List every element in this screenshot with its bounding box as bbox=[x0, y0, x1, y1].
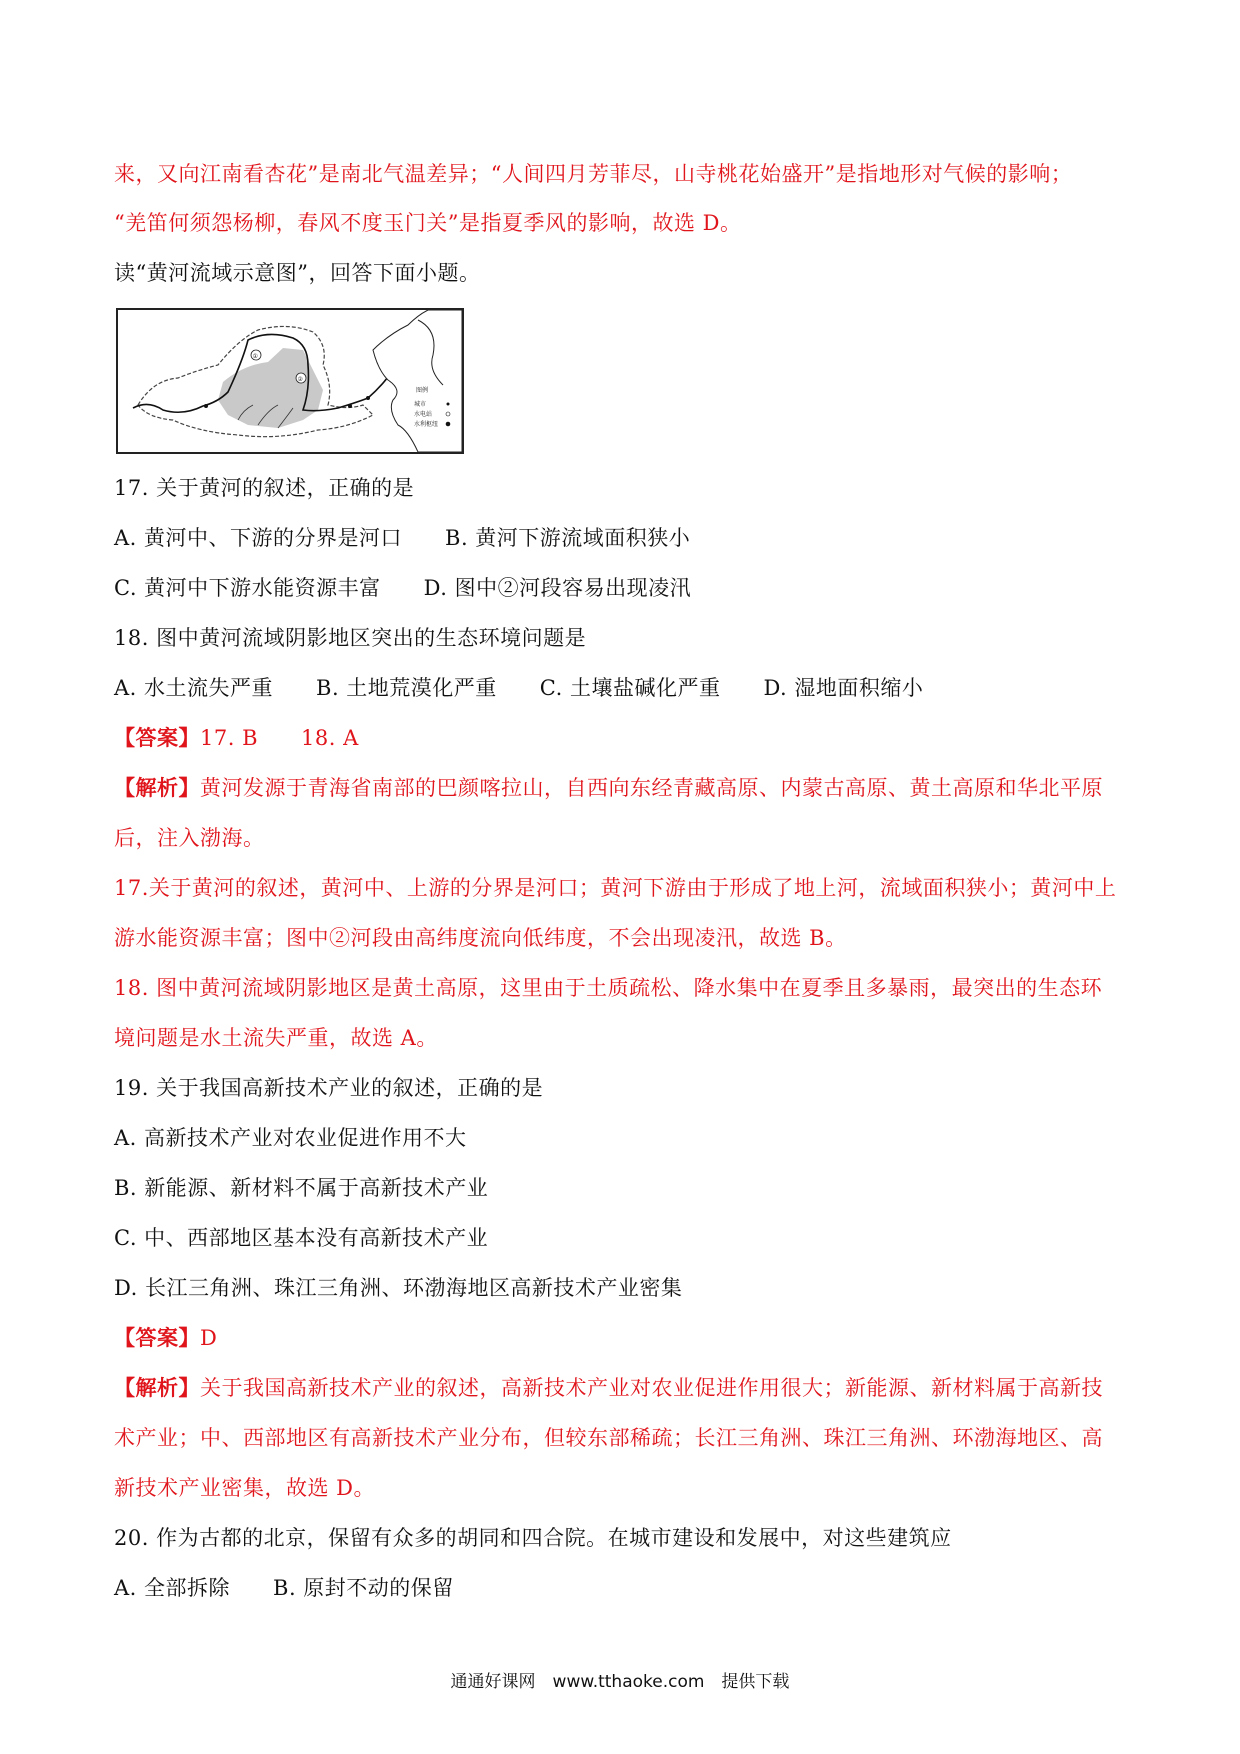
explanation-text: 黄河发源于青海省南部的巴颜喀拉山，自西向东经青藏高原、内蒙古高原、黄土高原和华北平原 bbox=[200, 776, 1103, 800]
explanation-17: 游水能资源丰富；图中②河段由高纬度流向低纬度，不会出现凌汛，故选 B。 bbox=[114, 926, 847, 950]
question-20-options: A. 全部拆除 B. 原封不动的保留 bbox=[114, 1576, 454, 1600]
question-17: 17. 关于黄河的叙述，正确的是 bbox=[114, 476, 415, 500]
answer-label: 【答案】 bbox=[114, 725, 200, 750]
map-label-1: ① bbox=[252, 353, 258, 360]
page-footer: 通通好课网 www.tthaoke.com 提供下载 bbox=[450, 1672, 790, 1692]
question-19-option-b: B. 新能源、新材料不属于高新技术产业 bbox=[114, 1176, 489, 1200]
explanation-text: 关于我国高新技术产业的叙述，高新技术产业对农业促进作用很大；新能源、新材料属于高新技 bbox=[200, 1376, 1103, 1400]
question-17-options-cd: C. 黄河中下游水能资源丰富 D. 图中②河段容易出现凌汛 bbox=[114, 576, 692, 600]
legend-dam-icon bbox=[446, 422, 450, 426]
text-line: 来，又向江南看杏花”是南北气温差异；“人间四月芳菲尽，山寺桃花始盛开”是指地形对气候的影响； bbox=[114, 162, 1073, 186]
legend-hydro: 水电站 bbox=[414, 411, 433, 418]
explanation-label: 【解析】 bbox=[114, 775, 200, 800]
question-18: 18. 图中黄河流域阴影地区突出的生态环境问题是 bbox=[114, 626, 587, 650]
question-19-option-a: A. 高新技术产业对农业促进作用不大 bbox=[114, 1126, 467, 1150]
answer-value: D bbox=[200, 1326, 218, 1350]
question-18-options: A. 水土流失严重 B. 土地荒漠化严重 C. 土壤盐碱化严重 D. 湿地面积缩小 bbox=[114, 676, 924, 700]
explanation-19: 术产业；中、西部地区有高新技术产业分布，但较东部稀疏；长江三角洲、珠江三角洲、环渤海地区、高 bbox=[114, 1426, 1103, 1450]
answer-value: 17. B 18. A bbox=[200, 726, 359, 750]
yellow-river-basin-map bbox=[116, 308, 464, 454]
map-label-2: ② bbox=[297, 376, 303, 383]
city-marker bbox=[366, 396, 370, 400]
legend-city-icon bbox=[447, 403, 450, 406]
coastline bbox=[373, 310, 462, 452]
explanation-18: 18. 图中黄河流域阴影地区是黄土高原，这里由于土质疏松、降水集中在夏季且多暴雨，最突出的生态环 bbox=[114, 976, 1103, 1000]
answer-label: 【答案】 bbox=[114, 1325, 200, 1350]
explanation-19 bbox=[114, 1374, 1103, 1402]
answer-19 bbox=[114, 1324, 217, 1352]
explanation-18: 境问题是水土流失严重，故选 A。 bbox=[114, 1026, 438, 1050]
question-19-option-d: D. 长江三角洲、珠江三角洲、环渤海地区高新技术产业密集 bbox=[114, 1276, 683, 1300]
legend-city: 城市 bbox=[414, 401, 427, 408]
text-line: “羌笛何须怨杨柳，春风不度玉门关”是指夏季风的影响，故选 D。 bbox=[114, 211, 742, 235]
question-19-option-c: C. 中、西部地区基本没有高新技术产业 bbox=[114, 1226, 489, 1250]
city-marker bbox=[348, 404, 352, 408]
explanation-label: 【解析】 bbox=[114, 1375, 200, 1400]
question-intro: 读“黄河流域示意图”，回答下面小题。 bbox=[114, 261, 481, 285]
question-20: 20. 作为古都的北京，保留有众多的胡同和四合院。在城市建设和发展中，对这些建筑应 bbox=[114, 1526, 952, 1550]
question-17-options-ab: A. 黄河中、下游的分界是河口 B. 黄河下游流域面积狭小 bbox=[114, 526, 691, 550]
explanation-text: 后，注入渤海。 bbox=[114, 826, 265, 850]
explanation-19: 新技术产业密集，故选 D。 bbox=[114, 1476, 376, 1500]
legend-dam: 水利枢纽 bbox=[414, 421, 439, 428]
question-19: 19. 关于我国高新技术产业的叙述，正确的是 bbox=[114, 1076, 544, 1100]
answer-17-18 bbox=[114, 724, 359, 752]
explanation-17: 17.关于黄河的叙述，黄河中、上游的分界是河口；黄河下游由于形成了地上河，流域面积狭小；黄河中上 bbox=[114, 876, 1117, 900]
city-marker bbox=[204, 404, 208, 408]
legend-title: 图例 bbox=[416, 387, 429, 394]
explanation-line bbox=[114, 774, 1103, 802]
